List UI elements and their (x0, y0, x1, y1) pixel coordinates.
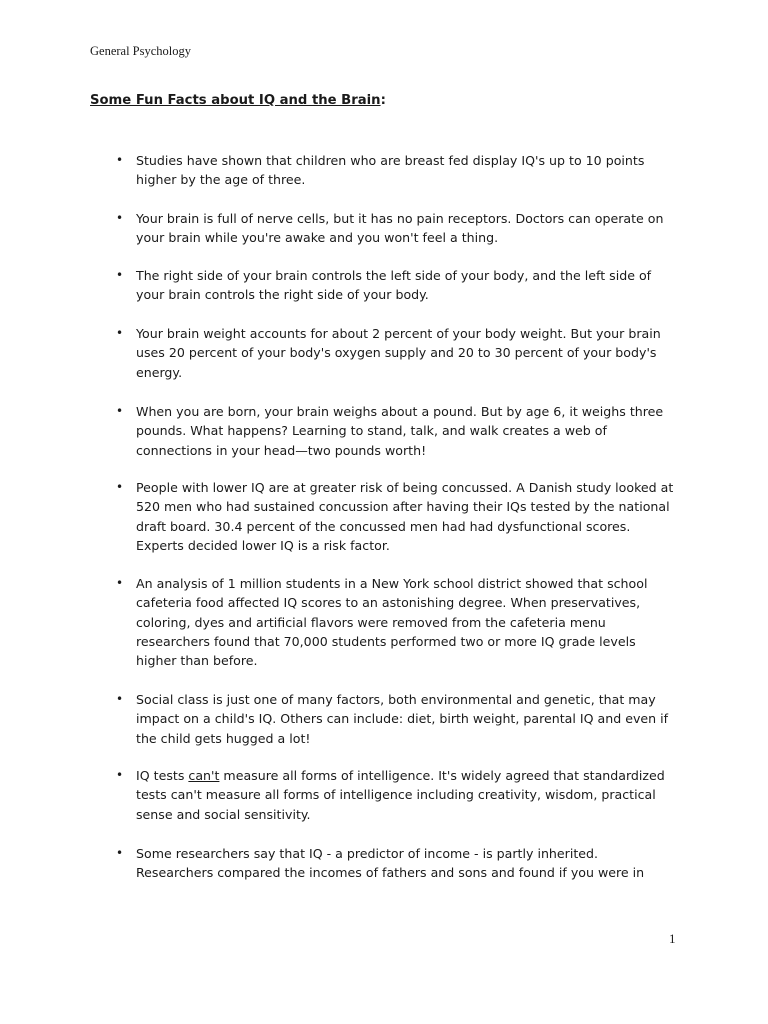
course-header: General Psychology (90, 44, 192, 58)
fact-text: The right side of your brain controls the left side of your body, and the left side of your brain controls the right side of your body. (136, 268, 652, 303)
list-item (116, 324, 676, 382)
fact-text: An analysis of 1 million students in a New York school district showed that school cafeteria food affected IQ scores to an astonishing degree. When preservatives, coloring, dyes and artificial flavors were removed from the cafeteria menu researchers found that 70,000 students performed two or more IQ grade levels higher than before. (136, 576, 648, 669)
list-item (116, 151, 676, 190)
list-item (116, 478, 676, 555)
title-text: Some Fun Facts about IQ and the Brain (90, 93, 381, 108)
bullet-icon: • (116, 846, 124, 860)
bullet-icon: • (116, 211, 124, 225)
fact-text: Social class is just one of many factors, both environmental and genetic, that may impact on a child's IQ. Others can include: diet, birth weight, parental IQ and even if the child gets hugged a lot! (136, 692, 669, 746)
fact-text: Your brain weight accounts for about 2 percent of your body weight. But your brain uses 20 percent of your body's oxygen supply and 20 to 30 percent of your body's energy. (136, 326, 661, 380)
fact-text-underlined: can't (188, 768, 220, 783)
fact-text: Studies have shown that children who are breast fed display IQ's up to 10 points higher by the age of three. (136, 153, 645, 188)
list-item (116, 844, 676, 883)
fact-text: Some researchers say that IQ - a predictor of income - is partly inherited. Researchers compared the incomes of fathers and sons and found if you were in (136, 846, 645, 881)
fact-text: Your brain is full of nerve cells, but it has no pain receptors. Doctors can operate on your brain while you're awake and you won't feel a thing. (136, 211, 664, 246)
fact-text-before: IQ tests (136, 768, 189, 783)
list-item (116, 402, 676, 460)
list-item (116, 209, 676, 248)
bullet-icon: • (116, 692, 124, 706)
bullet-icon: • (116, 326, 124, 340)
bullet-icon: • (116, 153, 124, 167)
bullet-icon: • (116, 576, 124, 590)
page-number: 1 (669, 931, 676, 946)
list-item (116, 574, 676, 670)
page-title (90, 93, 386, 108)
list-item (116, 690, 676, 748)
bullet-icon: • (116, 268, 124, 282)
fact-text (136, 766, 676, 824)
fact-text-after: measure all forms of intelligence. It's widely agreed that standardized tests can't measure all forms of intelligence including creativity, wisdom, practical sense and social sensitivity. (136, 768, 665, 822)
list-item (116, 266, 676, 305)
fact-text: People with lower IQ are at greater risk of being concussed. A Danish study looked at 520 men who had sustained concussion after having their IQs tested by the national draft board. 30.4 percent of the concussed men had had dysfunctional scores. Experts decided lower IQ is a risk factor. (136, 480, 674, 553)
bullet-icon: • (116, 404, 124, 418)
list-item (116, 766, 676, 824)
bullet-icon: • (116, 768, 124, 782)
title-suffix: : (380, 93, 386, 108)
bullet-icon: • (116, 480, 124, 494)
fact-text: When you are born, your brain weighs about a pound. But by age 6, it weighs three pounds. What happens? Learning to stand, talk, and walk creates a web of connections in your head—two pounds worth! (136, 404, 664, 458)
